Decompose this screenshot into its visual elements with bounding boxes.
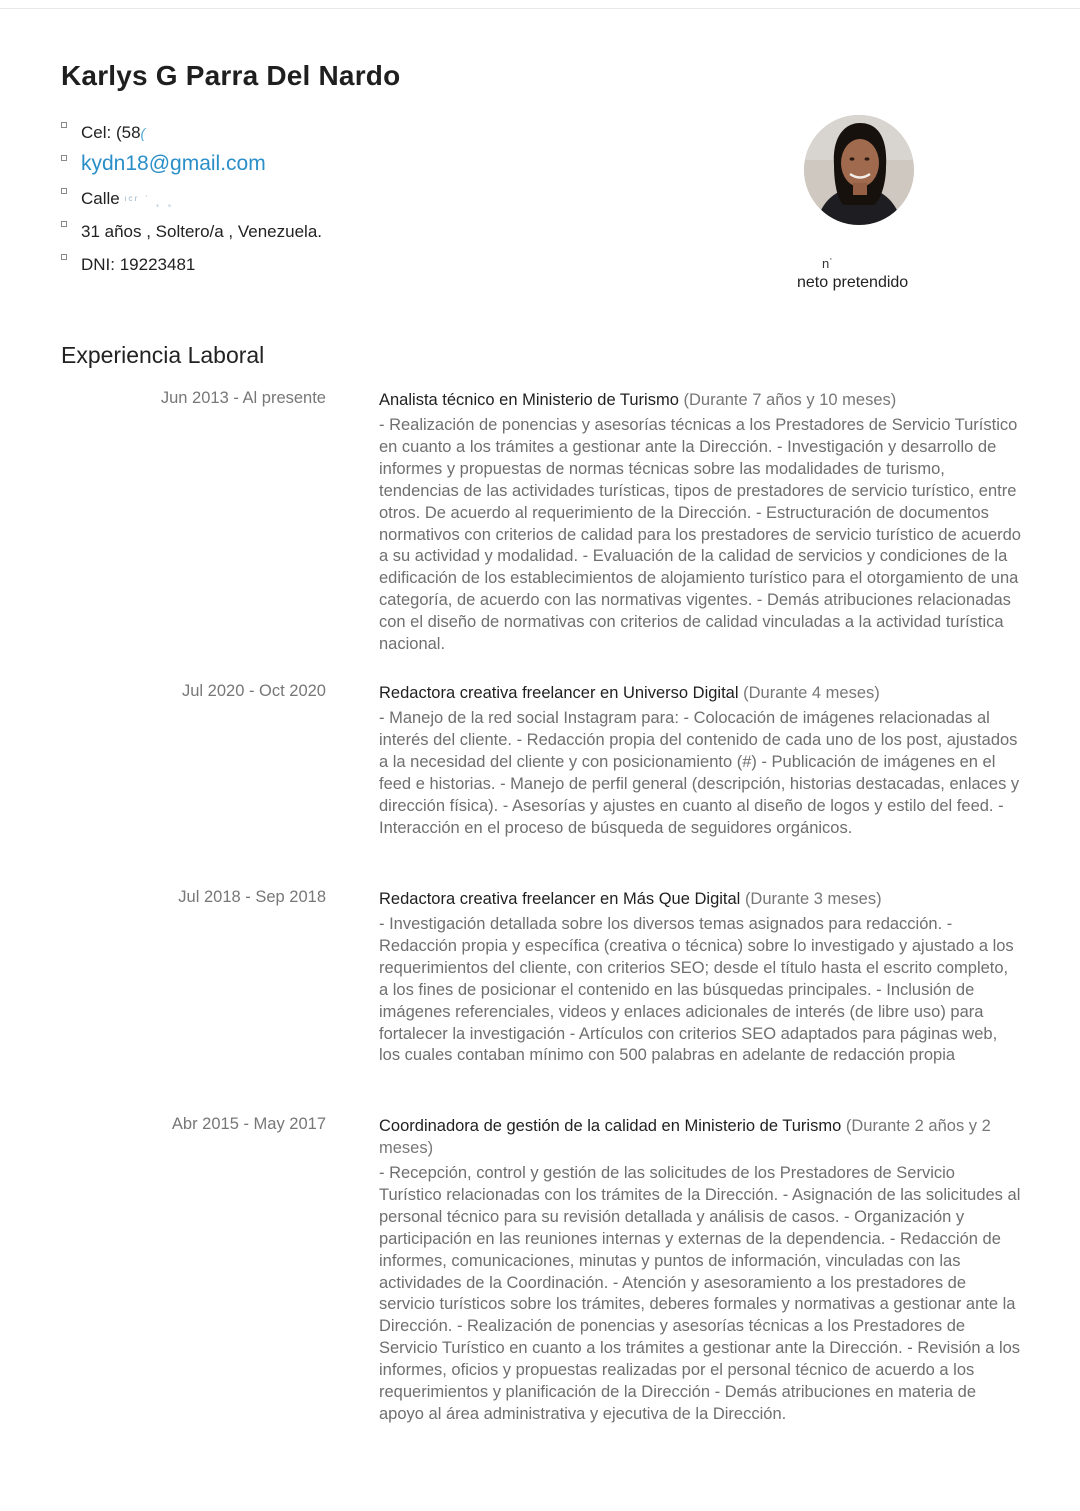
job-entry [0, 389, 1080, 682]
salary-label: neto pretendido [797, 274, 909, 291]
phone-tail: ( [140, 125, 146, 141]
job-title: Redactora creativa freelancer en Más Que Digital [379, 890, 741, 908]
contact-address [61, 184, 701, 217]
job-date: Abr 2015 - May 2017 [171, 1115, 326, 1133]
bullet-icon [61, 254, 67, 260]
job-body [379, 389, 1021, 656]
job-entry [0, 682, 1080, 888]
job-title: Analista técnico en Ministerio de Turismo [379, 391, 679, 409]
candidate-name: Karlys G Parra Del Nardo [61, 60, 401, 91]
job-description: - Recepción, control y gestión de las solicitudes de los Prestadores de Servicio Turístico relacionadas con los trámites de la Dirección. - Asignación de las solicitudes al personal técnico para su revisión detallada y análisis de casos. - Organización y participación en las reuniones internas y externas de la dependencia. - Redacción de informes, comunicaciones, minutas y puntos de información, vinculadas con las actividades de la Coordinación. - Atención y asesoramiento a los prestadores de servicio turísticos sobre los trámites, deberes formales y normativas a gestionar ante la Dirección. - Realización de ponencias y asesorías técnicas a los Prestadores de Servicio Turístico en cuanto a los trámites a gestionar ante la Dirección. - Revisión a los informes, oficios y propuestas realizadas por el personal técnico de acuerdo a los requerimientos y planificación de la Dirección - Demás atribuciones en materia de apoyo al área administrativa y ejecutiva de la Dirección. [379, 1164, 1021, 1423]
job-heading [379, 888, 1021, 910]
contact-personal [61, 217, 701, 250]
job-entry [0, 1115, 1080, 1455]
address-text [81, 189, 173, 209]
phone-text [81, 123, 145, 143]
personal-info: 31 años , Soltero/a , Venezuela. [81, 222, 323, 241]
profile-photo [804, 115, 914, 225]
top-divider [0, 8, 1080, 9]
experience-section-title: Experiencia Laboral [61, 342, 265, 368]
email-link[interactable]: kydn18@gmail.com [81, 152, 266, 175]
job-date: Jul 2020 - Oct 2020 [181, 682, 326, 700]
job-body [379, 682, 1021, 839]
job-body [379, 888, 1021, 1067]
job-title: Redactora creativa freelancer en Universo Digital [379, 684, 739, 702]
job-heading [379, 682, 1021, 704]
job-duration: (Durante 3 meses) [744, 890, 882, 908]
job-heading [379, 389, 1021, 411]
job-date: Jun 2013 - Al presente [160, 389, 326, 407]
address-prefix: Calle [81, 189, 125, 208]
job-heading [379, 1115, 1021, 1159]
contact-list [61, 118, 701, 283]
job-duration: (Durante 2 años y 2 meses) [379, 1117, 991, 1157]
contact-dni [61, 250, 701, 283]
phone-prefix: Cel: (58 [81, 123, 141, 142]
job-title: Coordinadora de gestión de la calidad en Ministerio de Turismo [379, 1117, 842, 1135]
job-description: - Investigación detallada sobre los diversos temas asignados para redacción. - Redacción propia y específica (creativa o técnica) sobre lo investigado y ajustado a los requerimientos del cliente, con criterios SEO; desde el título hasta el escrito completo, a los fines de posicionar el contenido en las búsquedas principales. - Inclusión de imágenes referenciales, videos y enlaces adicionales de interés (de libre uso) para fortalecer la investigación - Artículos con criterios SEO adaptados para páginas web, los cuales contaban mínimo con 500 palabras en adelante de redacción propia [379, 915, 1014, 1065]
bullet-icon [61, 221, 67, 227]
job-date: Jul 2018 - Sep 2018 [178, 888, 326, 906]
job-duration: (Durante 4 meses) [743, 684, 880, 702]
job-body [379, 1115, 1021, 1426]
contact-email [61, 151, 701, 184]
bullet-icon [61, 155, 67, 161]
dni-text: DNI: 19223481 [81, 255, 196, 274]
bullet-icon [61, 122, 67, 128]
avatar-image [804, 115, 914, 225]
experience-list [0, 389, 1080, 1455]
job-description: - Realización de ponencias y asesorías técnicas a los Prestadores de Servicio Turístico en cuanto a los trámites a gestionar ante la Dirección. - Investigación y desarrollo de informes y propuestas de normas técnicas sobre las modalidades de turismo, tendencias de las actividades turísticas, tipos de prestadores de servicio turístico, entre otros. De acuerdo al requerimiento de la Dirección. - Estructuración de documentos normativos con criterios de calidad para los prestadores de servicio turístico de acuerdo a su actividad y modalidad. - Evaluación de la calidad de servicios y condiciones de la edificación de los establecimientos de alojamiento turístico para el otorgamiento de una categoría, de acuerdo con las normativas vigentes. - Demás atribuciones relacionadas con el diseño de normativas con criterios de calidad vinculadas a la actividad turística nacional. [379, 416, 1021, 654]
bullet-icon [61, 188, 67, 194]
salary-value: n˙ [822, 256, 834, 271]
address-smudge: ᶦᶜʳ ˙ ˛ ˳ [124, 193, 174, 207]
job-description: - Manejo de la red social Instagram para: - Colocación de imágenes relacionadas al interés del cliente. - Redacción propia del contenido de cada uno de los post, ajustados a la necesidad del cliente y con posicionamiento (#) - Publicación de imágenes en el feed e historias. - Manejo de perfil general (descripción, historias destacadas, enlaces y dirección física). - Asesorías y ajustes en cuanto al diseño de logos y estilo del feed. - Interacción en el proceso de búsqueda de seguidores orgánicos. [379, 709, 1020, 837]
job-entry [0, 888, 1080, 1115]
contact-phone [61, 118, 701, 151]
job-duration: (Durante 7 años y 10 meses) [683, 391, 897, 409]
